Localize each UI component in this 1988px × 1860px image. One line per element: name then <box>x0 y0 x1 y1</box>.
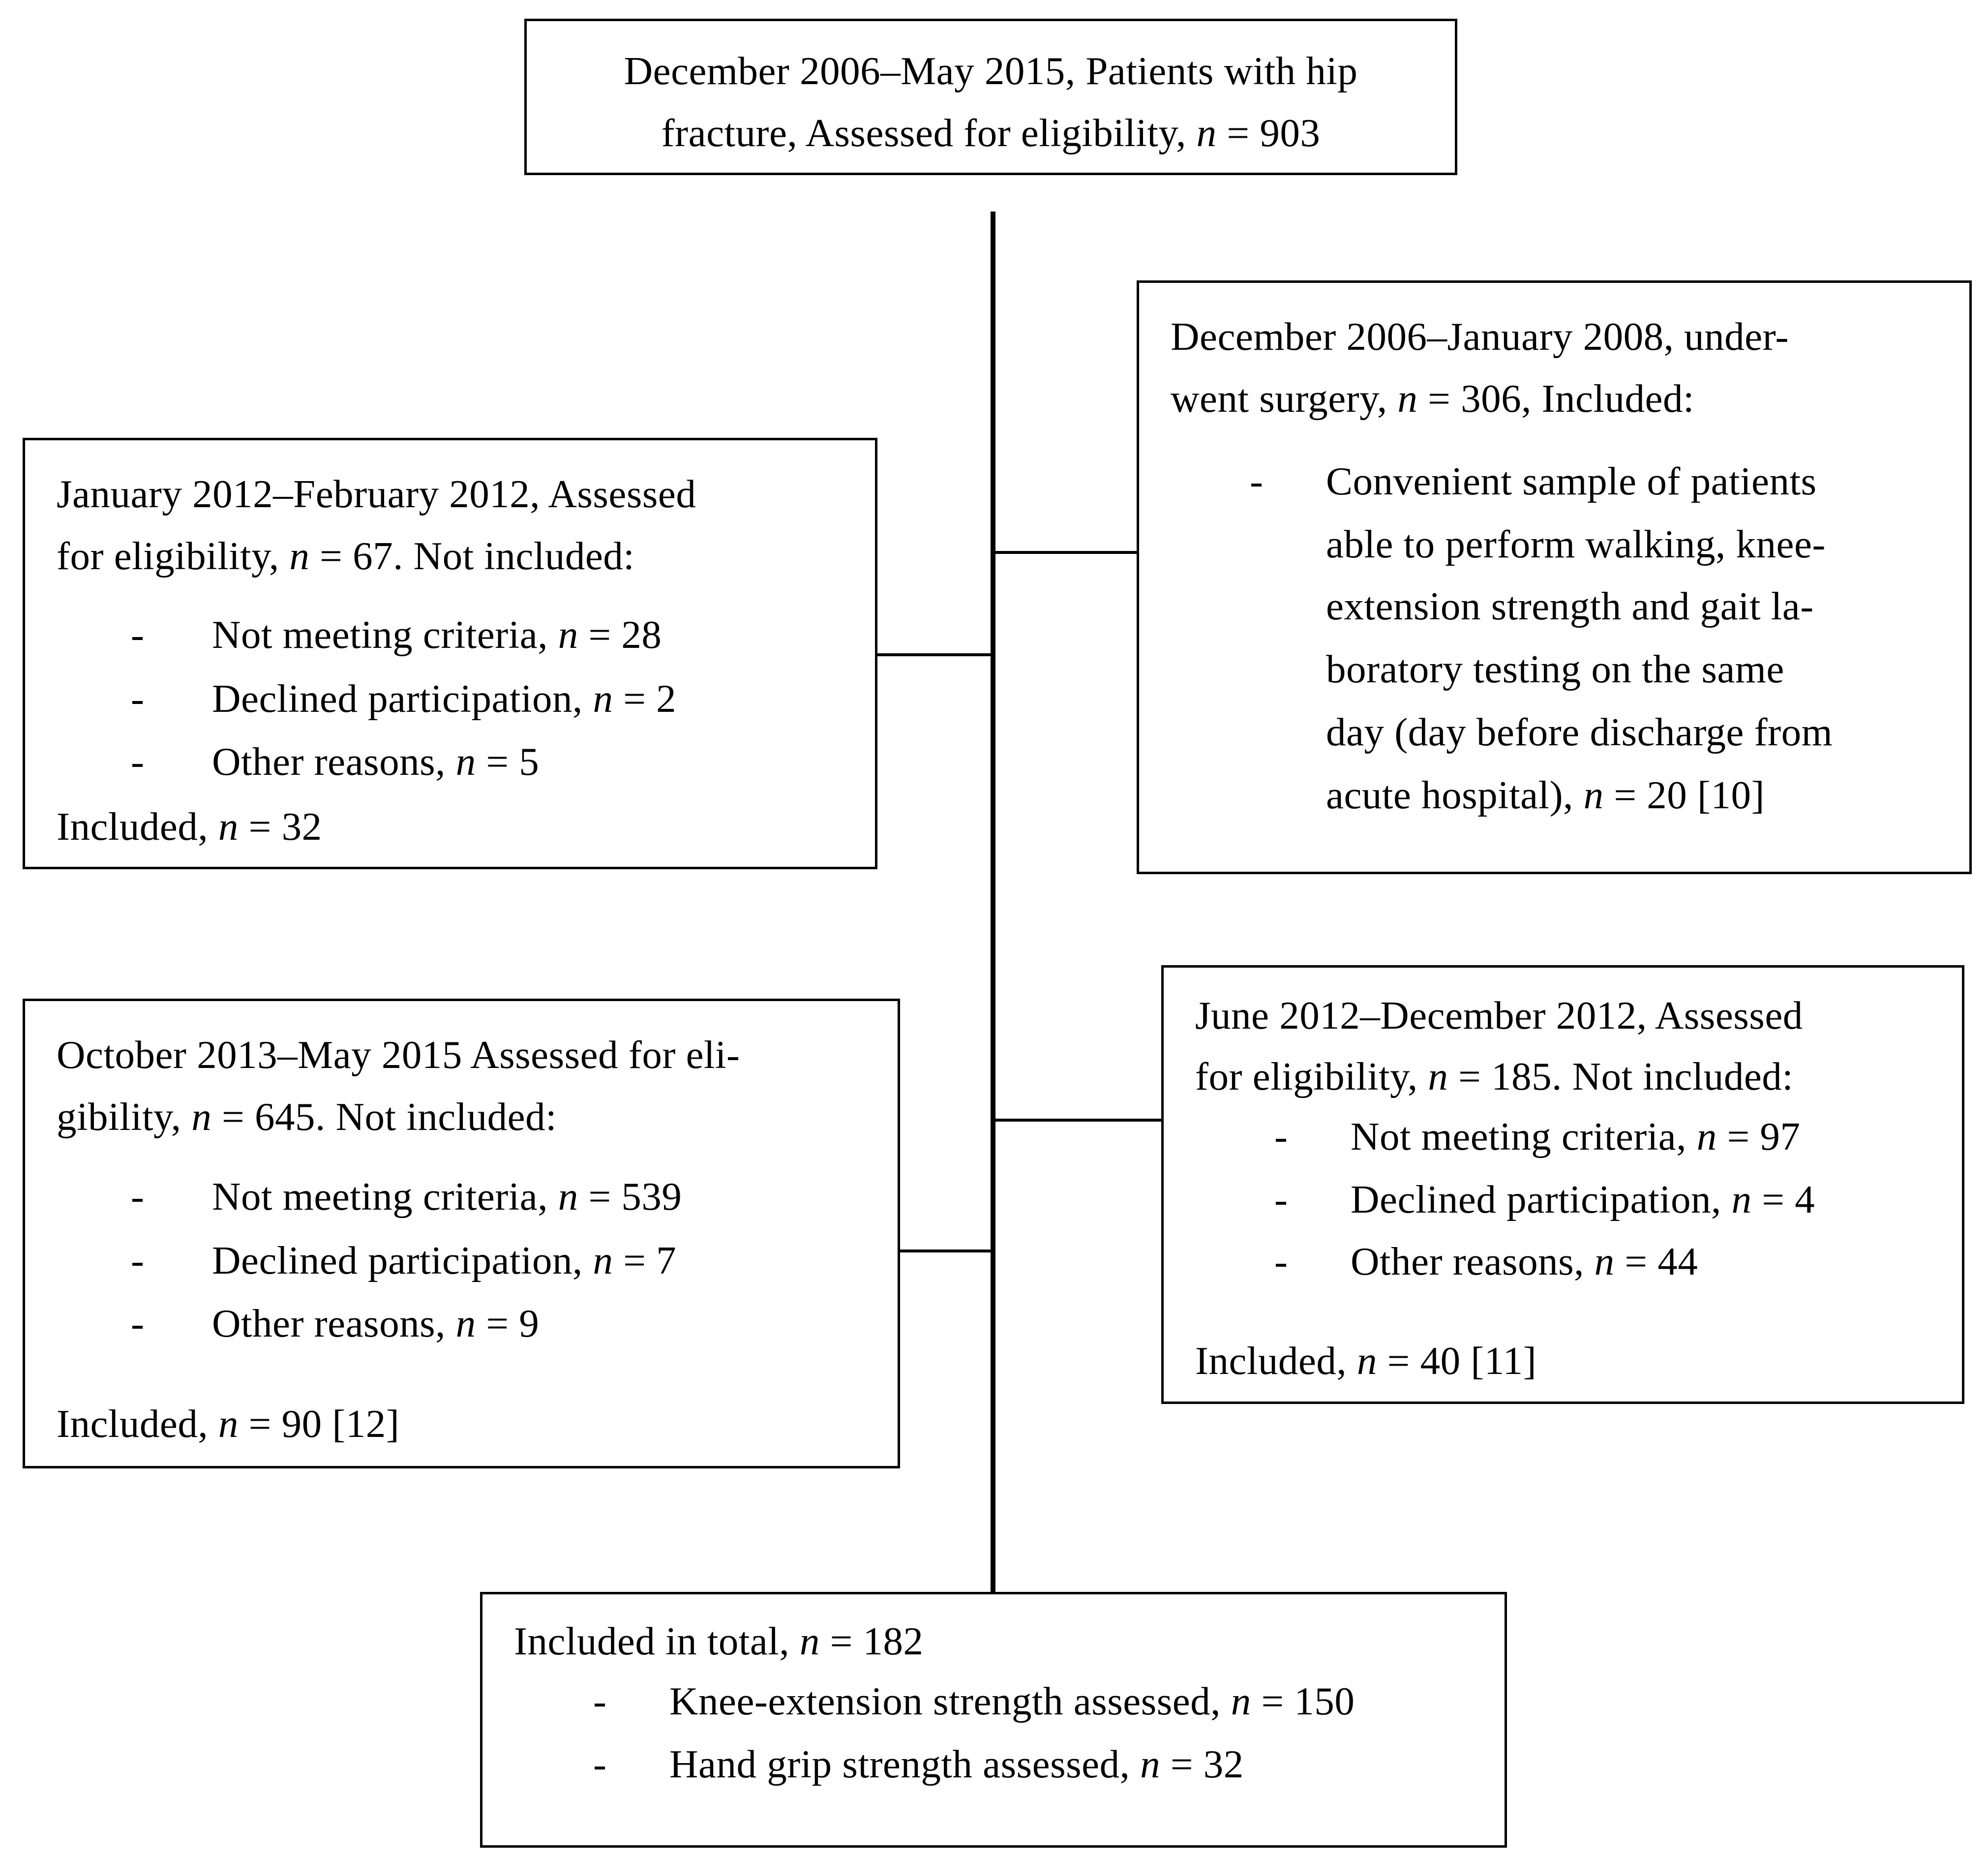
connector-right1 <box>994 551 1139 554</box>
list-item-declined-participation: Declined participation, n = 4 <box>1351 1177 1815 1221</box>
list-item-line-last: acute hospital), n = 20 [10] <box>1326 773 1765 817</box>
list-item-knee-extension: Knee-extension strength assessed, n = 150 <box>669 1679 1355 1723</box>
bullet-dash: - <box>131 612 145 657</box>
cohort-header-line-1: January 2012–February 2012, Assessed <box>57 472 696 516</box>
cohort-header-line-2: for eligibility, n = 67. Not included: <box>57 534 635 578</box>
list-item-other-reasons: Other reasons, n = 5 <box>212 739 540 784</box>
list-item-line: able to perform walking, knee- <box>1326 522 1826 566</box>
list-item-line: day (day before discharge from <box>1326 710 1833 754</box>
bullet-dash: - <box>1274 1177 1288 1221</box>
list-item-not-meeting-criteria: Not meeting criteria, n = 97 <box>1351 1114 1801 1159</box>
list-item-line: boratory testing on the same <box>1326 647 1784 691</box>
list-item-line: Convenient sample of patients <box>1326 459 1817 503</box>
connector-left1 <box>875 653 994 656</box>
bullet-dash: - <box>131 676 145 721</box>
connector-right2 <box>994 1119 1163 1122</box>
eligibility-line-2: fracture, Assessed for eligibility, n = 903 <box>661 111 1321 155</box>
eligibility-line-1: December 2006–May 2015, Patients with hip <box>624 49 1358 93</box>
cohort-header-line-1: June 2012–December 2012, Assessed <box>1195 993 1803 1037</box>
cohort-header-line-2: went surgery, n = 306, Included: <box>1171 376 1694 421</box>
list-item-declined-participation: Declined participation, n = 2 <box>212 676 677 721</box>
eligibility-box-total <box>524 19 1457 175</box>
connector-left2 <box>898 1250 994 1252</box>
list-item-other-reasons: Other reasons, n = 44 <box>1351 1239 1698 1283</box>
bullet-dash: - <box>1274 1114 1288 1159</box>
bullet-dash: - <box>131 1238 145 1282</box>
included-count: Included, n = 40 [11] <box>1195 1339 1537 1383</box>
cohort-header-line-1: December 2006–January 2008, under- <box>1171 314 1789 359</box>
included-total-box <box>480 1592 1507 1848</box>
cohort-box-dec-2006-jan-2008 <box>1137 280 1972 874</box>
cohort-box-jan-feb-2012 <box>23 438 877 869</box>
bullet-dash: - <box>1274 1239 1288 1283</box>
cohort-header-line-2: gibility, n = 645. Not included: <box>57 1095 557 1139</box>
main-vertical-connector <box>991 212 995 1594</box>
included-count: Included, n = 32 <box>57 804 322 849</box>
cohort-header-line-1: October 2013–May 2015 Assessed for eli- <box>57 1033 740 1077</box>
bullet-dash: - <box>593 1742 607 1786</box>
bullet-dash: - <box>593 1679 607 1723</box>
list-item-hand-grip: Hand grip strength assessed, n = 32 <box>669 1742 1244 1786</box>
bullet-dash: - <box>131 1174 145 1219</box>
list-item-other-reasons: Other reasons, n = 9 <box>212 1301 540 1345</box>
list-item-not-meeting-criteria: Not meeting criteria, n = 539 <box>212 1174 682 1219</box>
bullet-dash: - <box>131 1301 145 1345</box>
bullet-dash: - <box>131 739 145 784</box>
list-item-not-meeting-criteria: Not meeting criteria, n = 28 <box>212 612 662 657</box>
included-total-line: Included in total, n = 182 <box>514 1619 924 1663</box>
cohort-box-jun-dec-2012 <box>1161 965 1964 1404</box>
included-count: Included, n = 90 [12] <box>57 1402 400 1446</box>
list-item-declined-participation: Declined participation, n = 7 <box>212 1238 677 1282</box>
cohort-box-oct-2013-may-2015 <box>23 999 900 1468</box>
list-item-line: extension strength and gait la- <box>1326 584 1814 628</box>
bullet-dash: - <box>1250 459 1264 503</box>
cohort-header-line-2: for eligibility, n = 185. Not included: <box>1195 1054 1794 1098</box>
